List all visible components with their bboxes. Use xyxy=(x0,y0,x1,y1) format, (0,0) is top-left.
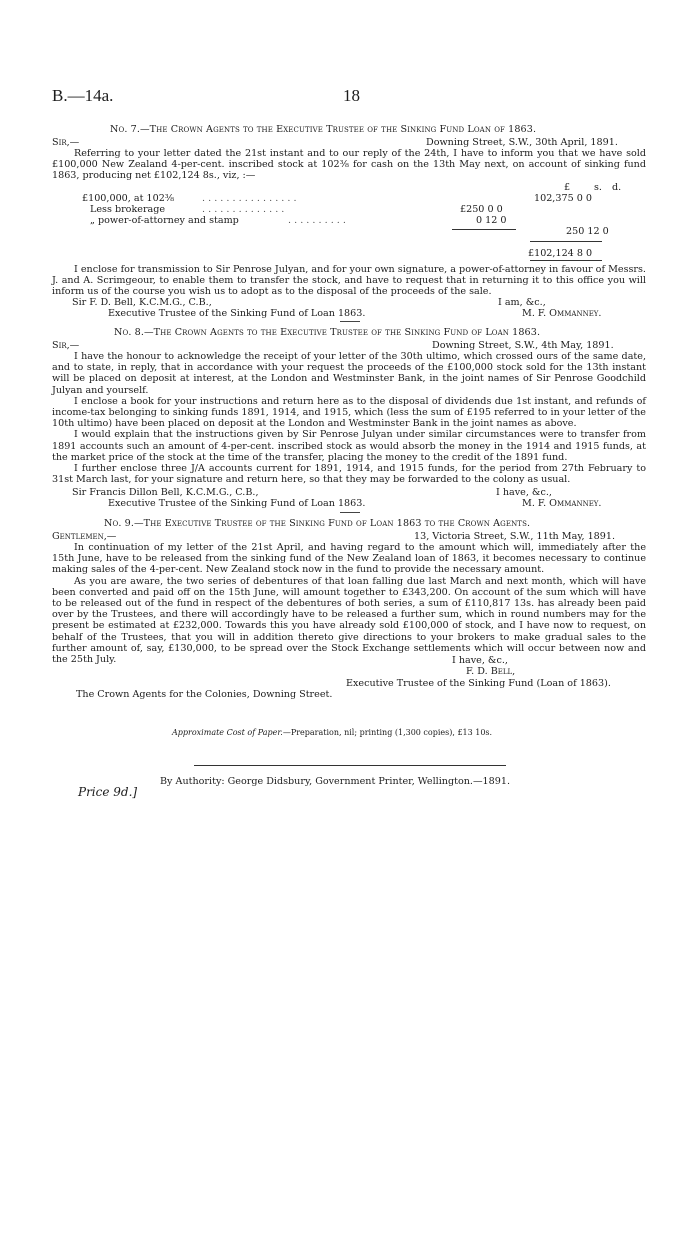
leader-dots: . . . . . . . . . . . . . . . . xyxy=(202,193,297,204)
letter7-paragraph: Referring to your letter dated the 21st instant and to our reply of the 24th, I have to inform you that we have sold £100,000 New Zealand 4-per-cent. inscribed stock at 102⅜ for cash on the 13th May next, on account of sinking fund 1863, producing net £102,124 8s., viz, :— xyxy=(52,148,646,182)
subtotal-rule xyxy=(452,229,516,230)
money-outer: 102,375 0 0 xyxy=(534,193,592,204)
total-rule-bottom xyxy=(530,260,602,261)
letter7-closing: I am, &c., xyxy=(498,297,546,308)
footer-rule xyxy=(194,765,506,766)
letter8-addressee: Sir Francis Dillon Bell, K.C.M.G., C.B., xyxy=(72,487,259,498)
letter9-closing: I have, &c., xyxy=(452,655,508,666)
letter9-heading: No. 9.—The Executive Trustee of the Sinking Fund of Loan 1863 to the Crown Agents. xyxy=(104,518,531,529)
money-label: Less brokerage xyxy=(90,204,166,215)
cost-label: Approximate Cost of Paper. xyxy=(172,728,283,737)
letter8-heading: No. 8.—The Crown Agents to the Executive Trustee of the Sinking Fund of Loan 1863. xyxy=(114,327,541,338)
shilling-header: s. xyxy=(594,182,602,193)
money-outer: 250 12 0 xyxy=(566,226,609,237)
letter8-paragraph: I have the honour to acknowledge the receipt of your letter of the 30th ultimo, which crossed ours of the same date, and to state, in reply, that in accordance with your request the proceeds of the £100,000 stock sold for the 13th instant will be placed on deposit at interest, at the London and Westminster Bank, in the joint names of Sir Penrose Goodchild Julyan and yourself. xyxy=(52,351,646,396)
letter8-body xyxy=(52,351,646,485)
letter7-heading: No. 7.—The Crown Agents to the Executive Trustee of the Sinking Fund Loan of 1863. xyxy=(110,124,537,135)
cost-line xyxy=(172,728,492,737)
money-row xyxy=(52,204,646,215)
letter8-paragraph: I enclose a book for your instructions and return here as to the disposal of dividends due 1st instant, and refunds of income-tax belonging to sinking funds 1891, 1914, and 1915, which (less the sum of £195 referred to in your letter of the 10th ultimo) have been placed on deposit at the London and Westminster Bank in the joint names as above. xyxy=(52,395,646,430)
money-header-row xyxy=(52,182,646,193)
pence-header: d. xyxy=(612,182,622,193)
money-inner: 0 12 0 xyxy=(476,215,507,226)
money-row xyxy=(52,193,646,204)
leader-dots: . . . . . . . . . . xyxy=(288,215,346,226)
pound-header: £ xyxy=(564,182,571,193)
letter7-salutation: Sir,— xyxy=(52,137,80,148)
letter8-paragraph: I further enclose three J/A accounts current for 1891, 1914, and 1915 funds, for the period from 27th February to 31st March last, for your signature and return here, so that they may be forwarded to the colony as usual. xyxy=(52,463,646,486)
letter8-salutation: Sir,— xyxy=(52,340,80,351)
letter7-addressee-title: Executive Trustee of the Sinking Fund of Loan 1863. xyxy=(108,308,366,319)
money-inner: £250 0 0 xyxy=(460,204,503,215)
letter8-signature: M. F. Ommanney. xyxy=(522,498,602,509)
page-number: 18 xyxy=(343,86,360,105)
letter7-paragraph: I enclose for transmission to Sir Penrose Julyan, and for your own signature, a power-of-attorney in favour of Messrs. J. and A. Scrimgeour, to enable them to transfer the stock, and have to request that in returning it to this office you will inform us of the course you wish us to adopt as to the disposal of the proceeds of the sale. xyxy=(52,264,646,298)
letter7-total: £102,124 8 0 xyxy=(528,248,593,259)
letter8-addressee-title: Executive Trustee of the Sinking Fund of Loan 1863. xyxy=(108,498,366,509)
cost-text: —Preparation, nil; printing (1,300 copies), £13 10s. xyxy=(282,728,493,737)
printer-authority: By Authority: George Didsbury, Government Printer, Wellington.—1891. xyxy=(160,776,511,787)
letter9-signature: F. D. Bell, xyxy=(466,666,516,677)
letter7-body2 xyxy=(52,264,646,298)
letter8-place-date: Downing Street, S.W., 4th May, 1891. xyxy=(432,340,614,351)
money-label: £100,000, at 102⅜ xyxy=(82,193,175,204)
letter9-paragraph: As you are aware, the two series of debentures of that loan falling due last March and next month, which will have been converted and paid off on the 15th June, will amount together to £343,200. On account of the sum which will have to be released out of the fund in respect of the debentures of both series, a sum of £110,817 13s. has already been paid over by the Trustees, and there will accordingly have to be released a further sum, which in round numbers may for the present be estimated at £232,000. Towards this you have already sold £100,000 of stock, and I have now to request, on behalf of the Trustees, that you will in addition thereto give directions to your brokers to make gradual sales to the further amount of, say, £130,000, to be spread over the Stock Exchange settlements which will occur between now and the 25th July. xyxy=(52,575,646,666)
money-label: „ power-of-attorney and stamp xyxy=(90,215,239,226)
letter9-body xyxy=(52,542,646,665)
letter9-paragraph: In continuation of my letter of the 21st April, and having regard to the amount which will, immediately after the 15th June, have to be released from the sinking fund of the New Zealand loan of 1863, it becomes necessary to continue making sales of the 4-per-cent. New Zealand stock now in the fund to provide the necessary amount. xyxy=(52,542,646,576)
section-divider xyxy=(340,512,360,513)
letter9-place-date: 13, Victoria Street, S.W., 11th May, 1891. xyxy=(414,531,616,542)
letter7-body1 xyxy=(52,148,646,182)
document-reference: B.—14a. xyxy=(52,86,114,105)
letter8-paragraph: I would explain that the instructions given by Sir Penrose Julyan under similar circumstances were to transfer from 1891 accounts such an amount of 4-per-cent. inscribed stock as would absorb the money in the 1914 and 1915 funds, at the market price of the stock at the time of the transfer, placing the money to the credit of the 1891 fund. xyxy=(52,429,646,463)
letter7-money-table xyxy=(52,182,646,237)
money-row xyxy=(52,226,646,237)
price: Price 9d.] xyxy=(78,785,138,799)
letter9-addressee: The Crown Agents for the Colonies, Downing Street. xyxy=(76,689,333,700)
letter8-closing: I have, &c., xyxy=(496,487,552,498)
leader-dots: . . . . . . . . . . . . . . xyxy=(202,204,285,215)
letter9-salutation: Gentlemen,— xyxy=(52,531,117,542)
letter9-signature-title: Executive Trustee of the Sinking Fund (Loan of 1863). xyxy=(346,678,611,689)
section-divider xyxy=(340,321,360,322)
letter7-addressee: Sir F. D. Bell, K.C.M.G., C.B., xyxy=(72,297,212,308)
money-row xyxy=(52,215,646,226)
letter7-place-date: Downing Street, S.W., 30th April, 1891. xyxy=(426,137,618,148)
letter7-signature: M. F. Ommanney. xyxy=(522,308,602,319)
total-rule-top xyxy=(530,241,602,242)
